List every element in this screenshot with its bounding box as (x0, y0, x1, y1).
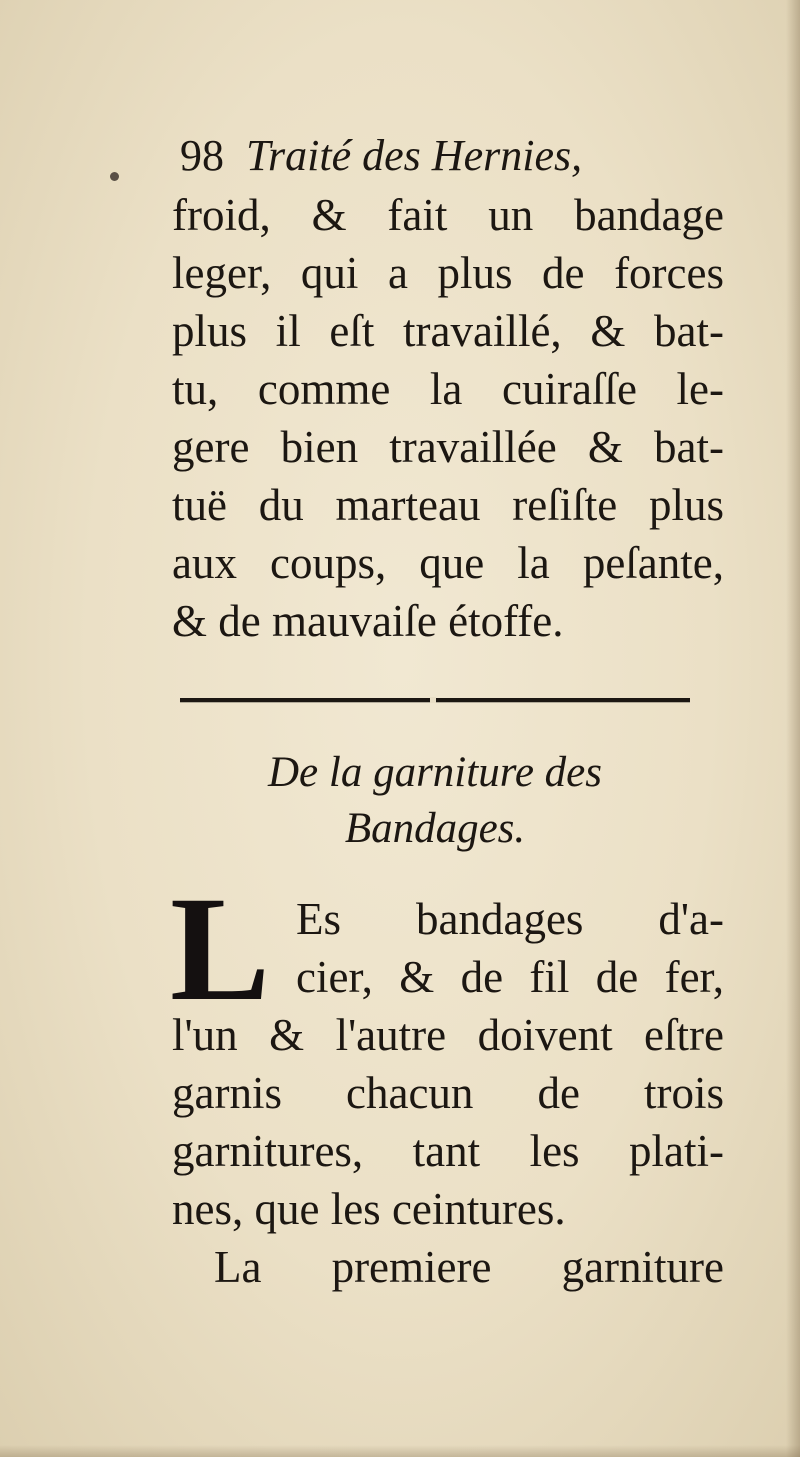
text-line: leger, qui a plus de forces (172, 248, 724, 298)
page-number: 98 (180, 131, 224, 180)
page-bottom-shadow (0, 1445, 800, 1457)
drop-cap-letter: L (170, 866, 267, 1032)
paragraph-body (172, 1006, 724, 1296)
paragraph-opening (296, 890, 724, 1006)
section-title (180, 745, 690, 857)
ink-spot (110, 172, 119, 181)
text-line: cier, & de fil de fer, (296, 952, 724, 1002)
page-edge-shadow (786, 0, 800, 1457)
text-line: tu, comme la cuiraſſe le- (172, 364, 724, 414)
text-line: nes, que les ceintures. (172, 1184, 566, 1234)
text-line: garnis chacun de trois (172, 1068, 724, 1118)
section-title-line: De la garniture des (267, 749, 602, 796)
section-divider-rule (180, 698, 690, 702)
body-text-block (172, 186, 724, 650)
text-line: garnitures, tant les plati- (172, 1126, 724, 1176)
text-line: plus il eſt travaillé, & bat- (172, 306, 724, 356)
running-header (180, 128, 582, 184)
text-line: La premiere garniture (214, 1242, 724, 1292)
text-line: & de mauvaiſe étoffe. (172, 596, 564, 646)
text-line: froid, & fait un bandage (172, 190, 724, 240)
section-title-line: Bandages. (344, 805, 526, 852)
text-line: aux coups, que la peſante, (172, 538, 724, 588)
text-line: gere bien travaillée & bat- (172, 422, 724, 472)
text-line: tuë du marteau reſiſte plus (172, 480, 724, 530)
text-line: Es bandages d'a- (296, 894, 724, 944)
text-line: l'un & l'autre doivent eſtre (172, 1010, 724, 1060)
running-title: Traité des Hernies, (246, 131, 583, 180)
